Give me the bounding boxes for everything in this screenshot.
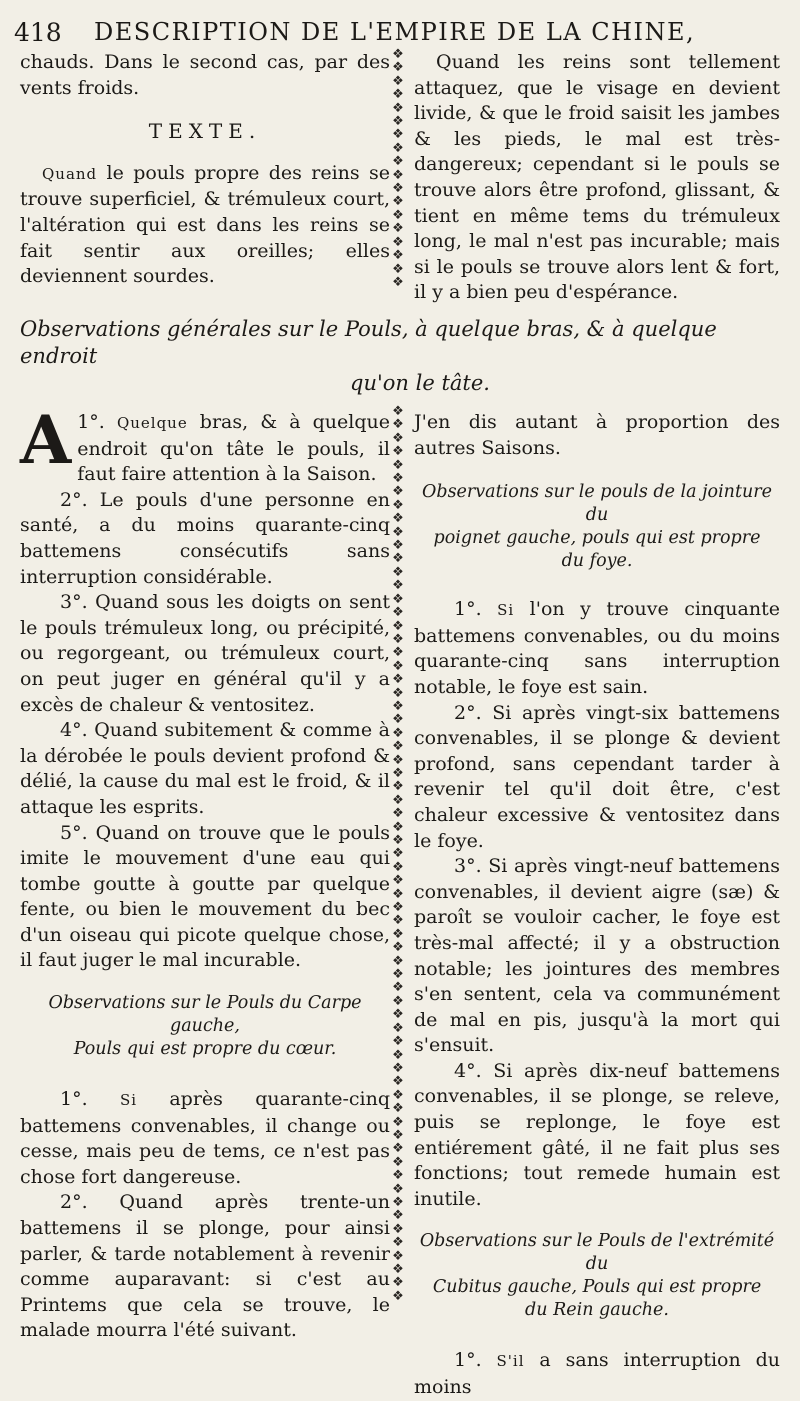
- fleuron-ornament: ❖: [392, 672, 404, 688]
- fleuron-ornament: ❖: [392, 926, 404, 942]
- numbered-paragraph: 2°. Le pouls d'une personne en santé, a du moins quarante-cinq battemens consécutifs sans interruption considérable.: [20, 488, 390, 588]
- fleuron-ornament: ❖: [392, 1007, 404, 1023]
- fleuron-ornament: ❖: [392, 417, 404, 433]
- numbered-paragraph: 3°. Si après vingt-neuf battemens convenables, il devient aigre (sæ) & paroît se vouloir cacher, le foye est très-mal affecté; il y a obstruction notable; les jointures des membres s'en sentent, cela va communément de mal en pis, jusqu'à la mort qui s'ensuit.: [414, 855, 780, 1057]
- fleuron-ornament: ❖: [392, 846, 404, 862]
- fleuron-ornament: ❖: [392, 886, 404, 902]
- fleuron-ornament: ❖: [392, 457, 404, 473]
- subheading-cubitus-gauche: [414, 1230, 780, 1322]
- fleuron-ornament: ❖: [392, 1060, 404, 1076]
- paragraph-number: 1°.: [454, 1349, 497, 1372]
- fleuron-ornament: ❖: [392, 1235, 404, 1251]
- fleuron-ornament: ❖: [392, 274, 404, 290]
- fleuron-ornament: ❖: [392, 234, 404, 250]
- fleuron-ornament: ❖: [392, 1221, 404, 1237]
- page-number: 418: [14, 18, 62, 47]
- fleuron-ornament: ❖: [392, 430, 404, 446]
- subheading-line: du Rein gauche.: [525, 1300, 669, 1321]
- fleuron-ornament: ❖: [392, 73, 404, 89]
- fleuron-ornament: ❖: [392, 194, 404, 210]
- fleuron-ornament: ❖: [392, 819, 404, 835]
- fleuron-ornament: ❖: [392, 154, 404, 170]
- fleuron-ornament: ❖: [392, 1181, 404, 1197]
- right-column-top: [414, 50, 780, 306]
- small-caps-opening: Si: [497, 601, 515, 620]
- fleuron-ornament: ❖: [392, 591, 404, 607]
- fleuron-ornament: ❖: [392, 1074, 404, 1090]
- left-column-main: [20, 401, 391, 1344]
- subheading-line: du foye.: [561, 551, 633, 572]
- fleuron-ornament: ❖: [392, 1047, 404, 1063]
- paragraph-body: après quarante-cinq battemens convenables, il change ou cesse, mais peu de tems, ce n'est pas chose fort dangereuse.: [20, 1088, 391, 1188]
- paragraph-body: bras, & à quelque endroit qu'on tâte le pouls, il faut faire attention à la Saison.: [77, 411, 391, 486]
- numbered-paragraph: [414, 1348, 780, 1400]
- subheading-line: Observations sur le pouls de la jointure du: [422, 482, 772, 526]
- fleuron-ornament: ❖: [392, 859, 404, 875]
- kidney-paragraph: Quand les reins sont tellement attaquez, que le visage en devient livide, & que le froid saisit les jambes & les pieds, le mal est très-dangereux; cependant si le pouls se trouve alors être profond, glissant, & tient en même tems du trémuleux long, le mal n'est pas incurable; mais si le pouls se trouve alors lent & fort, il y a bien peu d'espérance.: [414, 51, 780, 304]
- fleuron-ornament: ❖: [392, 712, 404, 728]
- fleuron-ornament: ❖: [392, 114, 404, 130]
- ornamental-column-divider-top: [390, 48, 406, 298]
- fleuron-ornament: ❖: [392, 658, 404, 674]
- numbered-paragraph: 4°. Si après dix-neuf battemens convenables, il se plonge, se releve, puis se replonge, le foye est entiérement gâté, il ne fait plus ses fonctions; tout remede humain est inutile.: [414, 1059, 780, 1210]
- small-caps-opening: Quelque: [116, 414, 188, 432]
- continued-paragraph: chauds. Dans le second cas, par des vents froids.: [20, 51, 390, 99]
- fleuron-ornament: ❖: [392, 631, 404, 647]
- fleuron-ornament: ❖: [392, 1020, 404, 1036]
- paragraph-number: 1°.: [77, 411, 117, 433]
- subheading-line: poignet gauche, pouls qui est propre: [433, 528, 761, 549]
- subheading-line: Observations sur le Pouls de l'extrémité du: [419, 1231, 775, 1275]
- ornamental-column-divider-main: [390, 405, 406, 1305]
- numbered-paragraph: [20, 1087, 390, 1190]
- fleuron-ornament: ❖: [392, 873, 404, 889]
- fleuron-ornament: ❖: [392, 1141, 404, 1157]
- fleuron-ornament: ❖: [392, 1248, 404, 1264]
- fleuron-ornament: ❖: [392, 248, 404, 264]
- fleuron-ornament: ❖: [392, 1154, 404, 1170]
- fleuron-ornament: ❖: [392, 497, 404, 513]
- fleuron-ornament: ❖: [392, 993, 404, 1009]
- fleuron-ornament: ❖: [392, 100, 404, 116]
- numbered-paragraph: 2°. Si après vingt-six battemens convenables, il se plonge & devient profond, sans cependant tarder à revenir tel qu'il doit être, c'est chaleur excessive & ventositez dans le foye.: [414, 701, 780, 852]
- texte-paragraph-body: le pouls propre des reins se trouve superficiel, & trémuleux court, l'altération qui est dans les reins se fait sentir aux oreilles; elles deviennent sourdes.: [20, 161, 390, 288]
- fleuron-ornament: ❖: [392, 48, 404, 62]
- paragraph-body: l'on y trouve cinquante battemens convenables, ou du moins quarante-cinq sans interruption notable, le foye est sain.: [414, 598, 780, 698]
- fleuron-ornament: ❖: [392, 1087, 404, 1103]
- fleuron-ornament: ❖: [392, 953, 404, 969]
- fleuron-ornament: ❖: [392, 1101, 404, 1117]
- fleuron-ornament: ❖: [392, 551, 404, 567]
- paragraph-number: 1°.: [60, 1088, 120, 1111]
- fleuron-ornament: ❖: [392, 618, 404, 634]
- numbered-paragraph: 3°. Quand sous les doigts on sent le pouls trémuleux long, ou précipité, ou regorgeant, ou trémuleux court, on peut juger en général qu'il y a excès de chaleur & ventositez.: [20, 591, 390, 716]
- paragraph-number: 1°.: [454, 598, 498, 621]
- fleuron-ornament: ❖: [392, 181, 404, 197]
- small-caps-opening: S'il: [496, 1352, 525, 1371]
- fleuron-ornament: ❖: [392, 444, 404, 460]
- fleuron-ornament: ❖: [392, 980, 404, 996]
- fleuron-ornament: ❖: [392, 900, 404, 916]
- subheading-carpe-gauche: [20, 992, 390, 1061]
- fleuron-ornament: ❖: [392, 261, 404, 277]
- numbered-paragraph: [20, 401, 391, 488]
- fleuron-ornament: ❖: [392, 685, 404, 701]
- drop-cap: A: [20, 401, 72, 479]
- fleuron-ornament: ❖: [392, 405, 404, 419]
- small-caps-opening: Si: [119, 1091, 138, 1110]
- numbered-paragraph: 2°. Quand après trente-un battemens il se plonge, pour ainsi parler, & tarde notablement à revenir comme auparavant: si c'est au Printems que cela se trouve, le malade mourra l'été suivant.: [20, 1191, 390, 1342]
- fleuron-ornament: ❖: [392, 221, 404, 237]
- fleuron-ornament: ❖: [392, 645, 404, 661]
- paragraph-body: a sans interruption du moins: [414, 1349, 780, 1399]
- fleuron-ornament: ❖: [392, 752, 404, 768]
- fleuron-ornament: ❖: [392, 511, 404, 527]
- fleuron-ornament: ❖: [392, 739, 404, 755]
- fleuron-ornament: ❖: [392, 792, 404, 808]
- subheading-line: Observations sur le Pouls du Carpe gauche,: [48, 993, 362, 1037]
- subheading-line: Pouls qui est propre du cœur.: [73, 1039, 337, 1060]
- fleuron-ornament: ❖: [392, 564, 404, 580]
- fleuron-ornament: ❖: [392, 167, 404, 183]
- texte-paragraph: [20, 161, 390, 290]
- section-heading-line: Observations générales sur le Pouls, à quelque bras, & à quelque endroit: [20, 317, 717, 368]
- fleuron-ornament: ❖: [392, 1034, 404, 1050]
- fleuron-ornament: ❖: [392, 1114, 404, 1130]
- fleuron-ornament: ❖: [392, 87, 404, 103]
- fleuron-ornament: ❖: [392, 605, 404, 621]
- fleuron-ornament: ❖: [392, 765, 404, 781]
- fleuron-ornament: ❖: [392, 471, 404, 487]
- subheading-line: Cubitus gauche, Pouls qui est propre: [432, 1277, 762, 1298]
- fleuron-ornament: ❖: [392, 779, 404, 795]
- section-heading-observations-generales: [20, 316, 780, 397]
- fleuron-ornament: ❖: [392, 140, 404, 156]
- fleuron-ornament: ❖: [392, 1262, 404, 1277]
- fleuron-ornament: ❖: [392, 1127, 404, 1143]
- fleuron-ornament: ❖: [392, 524, 404, 540]
- fleuron-ornament: ❖: [392, 207, 404, 223]
- fleuron-ornament: ❖: [392, 913, 404, 929]
- fleuron-ornament: ❖: [392, 60, 404, 76]
- fleuron-ornament: ❖: [392, 1168, 404, 1184]
- fleuron-ornament: ❖: [392, 1208, 404, 1224]
- running-title: DESCRIPTION DE L'EMPIRE DE LA CHINE,: [94, 18, 696, 46]
- fleuron-ornament: ❖: [392, 127, 404, 143]
- fleuron-ornament: ❖: [392, 698, 404, 714]
- section-heading-texte: TEXTE.: [148, 119, 262, 144]
- subheading-poignet-gauche: [414, 481, 780, 573]
- running-head: [14, 18, 794, 52]
- fleuron-ornament: ❖: [392, 484, 404, 500]
- numbered-paragraph: 5°. Quand on trouve que le pouls imite le mouvement d'une eau qui tombe goutte à goutte par quelque fente, ou bien le mouvement du bec d'un oiseau qui picote quelque chose, il faut juger le mal incurable.: [20, 821, 390, 972]
- fleuron-ornament: ❖: [392, 1288, 404, 1304]
- fleuron-ornament: ❖: [392, 538, 404, 554]
- small-caps-opening: Quand: [42, 164, 98, 183]
- fleuron-ornament: ❖: [392, 578, 404, 594]
- continued-paragraph: J'en dis autant à proportion des autres Saisons.: [414, 411, 780, 459]
- section-heading-line: qu'on le tâte.: [350, 371, 490, 395]
- fleuron-ornament: ❖: [392, 940, 404, 956]
- fleuron-ornament: ❖: [392, 725, 404, 741]
- numbered-paragraph: 4°. Quand subitement & comme à la dérobée le pouls devient profond & délié, la cause du mal est le froid, & il attaque les esprits.: [20, 719, 390, 818]
- fleuron-ornament: ❖: [392, 1275, 404, 1291]
- fleuron-ornament: ❖: [392, 1194, 404, 1210]
- fleuron-ornament: ❖: [392, 967, 404, 983]
- fleuron-ornament: ❖: [392, 833, 404, 848]
- numbered-paragraph: [414, 597, 780, 700]
- left-column-top: [20, 50, 390, 290]
- right-column-main: [414, 410, 780, 1401]
- fleuron-ornament: ❖: [392, 806, 404, 822]
